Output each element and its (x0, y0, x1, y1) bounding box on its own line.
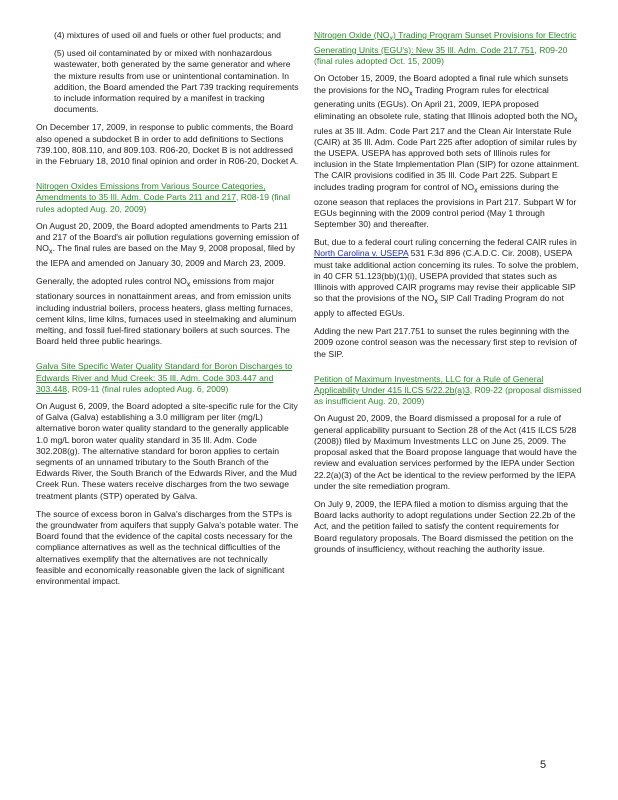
case-link[interactable]: North Carolina v. USEPA (314, 248, 409, 259)
list-item-4: (4) mixtures of used oil and fuels or other fuel products; and (54, 30, 281, 40)
heading-nox-emissions-title: Nitrogen Oxides Emissions from Various Source Categories, Amendments to 35 Ill. Adm. Code Parts 211 and 217 (36, 181, 266, 203)
text-part: Generally, the adopted rules control NO (36, 276, 187, 287)
paragraph-aug20-dismissal: On August 20, 2009, the Board dismissed a proposal for a rule of general applicability pursuant to Section 28 of the Act (415 ILCS 5/28 (2008)) filed by Maximum Investments LLC on June 25, 2009. The proposal asked that the Board propose language that would have the review and evaluation services performed by the IEPA under Section 22.2(a)(3) of the Act be identical to the review performed by the IEPA under the site remediation program. (314, 413, 577, 491)
heading-nox-sunset (314, 30, 582, 67)
text-part: 531 F.3d 896 (C.A.D.C. Cir. 2008), USEPA must take additional action concerning its rules. To solve the problem, in 40 CFR 51.123(bb)(1)(i), USEPA provided that states such as Illinois with approved CAIR programs may revise their applicable SIP so that the provisions of the NO (314, 248, 579, 304)
paragraph-generally (36, 276, 299, 347)
text-part: On August 20, 2009, the Board adopted amendments to Parts 211 and 217 of the Board's air pollution regulations governing emission of NO (36, 220, 299, 254)
text-part: ) Trading Program Sunset Provisions for Electric Generating Units (EGU's): New 35 Ill. Adm. Code 217.751 (314, 30, 577, 55)
heading-galva-docket: , R09-11 (final rules adopted Aug. 6, 2009) (67, 383, 229, 394)
paragraph-dec17: On December 17, 2009, in response to public comments, the Board also opened a subdocket B in order to add definitions to Sections 739.100, 808.110, and 809.103. R06-20, Docket B is not addressed in the February 18, 2010 final opinion and order in R06-20, Docket A. (36, 122, 299, 167)
text-part: rules at 35 Ill. Adm. Code Part 217 and the Clean Air Interstate Rule (CAIR) at 35 Ill. Adm. Code Part 225 after adoption of similar rules by the USEPA. USEPA has approved both sets of Illinois rules for inclusion in the State Implementation Plan (SIP) for ozone attainment. The CAIR provisions codified in 35 Ill. Code Part 225. Subpart E includes trading program for control of NO (314, 125, 580, 192)
heading-petition (314, 374, 582, 408)
paragraph-aug20-amendments (36, 221, 299, 270)
left-column (36, 30, 299, 594)
text-part: emissions during the ozone season that replaces the provisions in Part 217. Subpart W for EGUs beginning with the 2009 control period (May 1 through September 30) and thereafter. (314, 181, 577, 229)
heading-petition-title: Petition of Maximum Investments, LLC for a Rule of General Applicability Under 415 ILCS 5/22.2b(a)3 (314, 373, 544, 396)
paragraph-aug6: On August 6, 2009, the Board adopted a site-specific rule for the City of Galva (Galva) establishing a 3.0 milligram per liter (mg/L) alternative boron water quality standard to the generally applicable 1.0 mg/L boron water quality standard in 35 Ill. Adm. Code 302.208(g). The alternative standard for boron applies to certain segments of an unnamed tributary to the South Branch of the Edwards River, the South Branch of the Edwards River, and the Mud Creek Run. These waters receive discharges from the two sewage treatment plants (STP) operated by Galva. (36, 400, 298, 501)
text-part: But, due to a federal court ruling concerning the federal CAIR rules in (314, 237, 577, 248)
paragraph-boron-source: The source of excess boron in Galva's discharges from the STPs is the groundwater from aquifers that supply Galva's potable water. The Board found that the evidence of the capital costs necessary for the compliance alternatives as well as the technical difficulties of the alternatives exemplify that the alternatives are not technically feasible and economically reasonable given the lack of significant environmental impact. (36, 508, 299, 586)
paragraph-jul9: On July 9, 2009, the IEPA filed a motion to dismiss arguing that the Board lacks authority to adopt regulations under Section 22.2b of the Act, and the petition failed to satisfy the content requirements for Board regulatory proposals. The Board dismissed the petition on the grounds of insufficiency, without reaching the authority issue. (314, 498, 576, 554)
text-part: emissions from major stationary sources in nonattainment areas, and from emission units including industrial boilers, process heaters, glass melting furnaces, cement kilns, lime kilns, furnaces used in steelmaking and aluminum melting, and fossil fuel-fired stationary boilers at such sources. The Board held three public hearings. (36, 276, 297, 347)
heading-galva-title: Galva Site Specific Water Quality Standard for Boron Discharges to Edwards River and Mud Creek: 35 Ill. Adm. Code 303.447 and 303.448 (36, 361, 293, 394)
list-item-5: (5) used oil contaminated by or mixed with nonhazardous wastewater, both generated by the same generator and where the mixture results from use or unintentional contamination. In addition, the Board amended the Part 739 tracking requirements to include information required by a manifest in tracking documents. (54, 48, 299, 115)
heading-nox-emissions (36, 181, 299, 215)
text-part: SIP Call Trading Program do not apply to affected EGUs. (314, 293, 564, 319)
heading-nox-sunset-docket: , R09-20 (final rules adopted Oct. 15, 2009) (314, 44, 568, 67)
heading-nox-emissions-docket: , R08-19 (final rules adopted Aug. 20, 2009) (36, 192, 290, 214)
text-part: On October 15, 2009, the Board adopted a final rule which sunsets the provisions for the NO (314, 73, 569, 95)
right-column (314, 30, 582, 562)
subscript-x: x (474, 186, 478, 195)
text-part: Nitrogen Oxide (NO (314, 30, 390, 40)
subscript-x: x (48, 247, 53, 256)
subscript-x: x (434, 297, 438, 306)
subscript-x: x (186, 281, 191, 290)
paragraph-adding: Adding the new Part 217.751 to sunset the rules beginning with the 2009 ozone control season was the necessary first step to revision of the SIP. (314, 326, 577, 359)
heading-petition-docket: , R09-22 (proposal dismissed as insufficient Aug. 20, 2009) (314, 385, 582, 407)
heading-galva (36, 361, 299, 395)
subscript-x: x (409, 89, 413, 98)
text-part: Trading Program rules for electrical generating units (EGUs). On April 21, 2009, IEPA proposed eliminating an obsolete rule, stating that Illinois adopted both the NO (314, 84, 574, 121)
text-part: . The final rules are based on the May 9, 2008 proposal, filed by the IEPA and amended on January 30, 2009 and March 23, 2009. (36, 243, 295, 269)
subscript-x: x (389, 34, 394, 43)
paragraph-court-ruling (314, 237, 582, 319)
paragraph-oct15 (314, 73, 582, 230)
subscript-x: x (573, 115, 578, 124)
page-number: 5 (540, 759, 547, 771)
